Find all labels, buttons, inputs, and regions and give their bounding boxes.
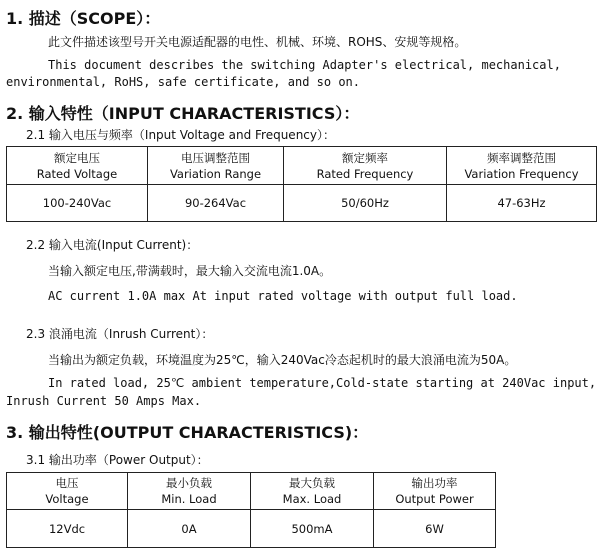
table-header-cell: 额定电压 Rated Voltage [7,147,148,185]
table-header-row [7,147,597,185]
section-1-english-line-2: environmental, RoHS, safe certificate, and so on. [6,75,361,89]
table-cell: 100-240Vac [7,185,148,222]
table-cell: 6W [374,510,496,548]
section-3-heading: 3. 输出特性(OUTPUT CHARACTERISTICS)： [6,423,369,442]
section-2-3-english-line-2: Inrush Current 50 Amps Max. [6,394,202,408]
section-2-3-heading: 2.3 浪涌电流（Inrush Current）： [26,327,214,341]
section-2-2-heading: 2.2 输入电流(Input Current)： [26,238,199,252]
table-cell: 90-264Vac [148,185,284,222]
table-header-cell: 额定频率 Rated Frequency [284,147,447,185]
table-row [7,510,496,548]
table-cell: 12Vdc [7,510,128,548]
table-header-cell: 最大负载 Max. Load [251,473,374,510]
section-2-heading: 2. 输入特性（INPUT CHARACTERISTICS）： [6,104,360,123]
table-header-row [7,473,496,510]
table-cell: 47-63Hz [447,185,597,222]
input-characteristics-table [6,146,597,222]
section-1-english-line-1: This document describes the switching Adapter's electrical, mechanical, [48,58,561,72]
table-cell: 50/60Hz [284,185,447,222]
output-characteristics-table [6,472,496,548]
table-header-cell: 电压 Voltage [7,473,128,510]
section-1-chinese-text: 此文件描述该型号开关电源适配器的电性、机械、环境、ROHS、安规等规格。 [48,35,467,49]
section-2-3-english-line-1: In rated load, 25℃ ambient temperature,Cold-state starting at 240Vac input, [48,376,597,390]
section-3-1-heading: 3.1 输出功率（Power Output）： [26,453,209,467]
section-2-3-chinese-text: 当输出为额定负载，环境温度为25℃，输入240Vac冷态起机时的最大浪涌电流为50A。 [48,353,517,367]
table-row [7,185,597,222]
section-2-2-chinese-text: 当输入额定电压,带满载时，最大输入交流电流1.0A。 [48,264,332,278]
section-2-2-english-text: AC current 1.0A max At input rated voltage with output full load. [48,289,518,303]
table-cell: 0A [128,510,251,548]
table-header-cell: 电压调整范围 Variation Range [148,147,284,185]
table-header-cell: 最小负载 Min. Load [128,473,251,510]
section-2-1-heading: 2.1 输入电压与频率（Input Voltage and Frequency）： [26,128,335,142]
table-header-cell: 频率调整范围 Variation Frequency [447,147,597,185]
table-cell: 500mA [251,510,374,548]
table-header-cell: 输出功率 Output Power [374,473,496,510]
section-1-heading: 1. 描述（SCOPE）： [6,9,161,28]
